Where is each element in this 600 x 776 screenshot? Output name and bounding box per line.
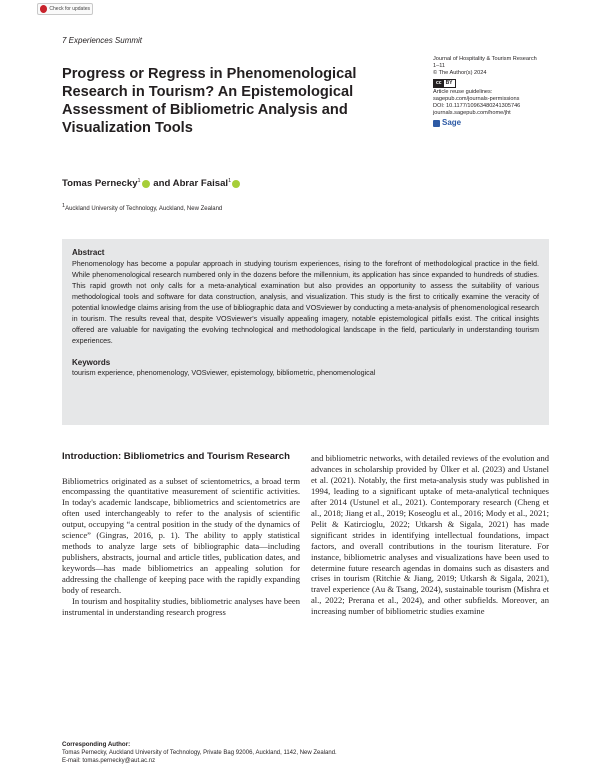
cc-icon: cc xyxy=(436,79,442,86)
section-label: 7 Experiences Summit xyxy=(62,36,143,45)
sage-logo-icon xyxy=(433,120,440,127)
keywords-heading: Keywords xyxy=(72,358,111,367)
abstract-box xyxy=(62,239,549,425)
journal-name: Journal of Hospitality & Tourism Research xyxy=(433,56,537,62)
abstract-text: Phenomenology has become a popular approach in studying tourism experiences, rising to the forefront of methodological practice in the field. While phenomenological research numbered only in the dozens before the millennium, its application has since expanded to hundreds of studies. This rapid growth not only calls for a meta-analytical examination but also provides an opportunity to assess the suitability of various methodological tools and software for data construction, analysis, and visualization. This study is the first to critically examine the veracity of potential knowledge claims arising from the use of bibliographic data and VOSviewer by conducting a meta-analysis of phenomenological research in tourism. The results reveal that, despite VOSviewer's visually appealing imagery, notable epistemological pitfalls exist. The critical insights offered are valuable for navigating the evolving technological and methodological landscape in the field, particularly in understanding tourism experiences. xyxy=(72,259,539,345)
check-updates-label: Check for updates xyxy=(49,6,90,12)
copyright: © The Author(s) 2024 xyxy=(433,70,487,77)
affiliation-mark: 1 xyxy=(62,203,66,209)
author-1-affiliation-mark: 1 xyxy=(137,178,141,184)
section-heading: Introduction: Bibliometrics and Tourism Research xyxy=(62,451,290,462)
corresponding-author-heading: Corresponding Author: xyxy=(62,741,131,748)
orcid-icon[interactable] xyxy=(232,180,240,188)
paragraph: Bibliometrics originated as a subset of scientometrics, a broad term encompassing the quantitative measurement of scientific activities. In today's academic landscape, bibliometrics and scientometrics are often used interchangeably to refer to the analysis of scientific output, occupying “a central position in the study of the dynamics of science” (Gingras, 2016, p. 1). The ability to apply statistical methods to analyze large sets of bibliographic data—including publishers, abstracts, journal and article titles, publication dates, and keywords—has made bibliometrics an appealing solution for addressing the challenge of keeping pace with the rapidly expanding body of research. xyxy=(62,475,300,596)
corresponding-author-email[interactable]: E-mail: tomas.pernecky@aut.ac.nz xyxy=(62,758,156,764)
keywords-text: tourism experience, phenomenology, VOSviewer, epistemology, bibliometric, phenomenological xyxy=(72,368,376,377)
body-left-column xyxy=(62,451,300,618)
paragraph: In tourism and hospitality studies, bibliometric analyses have been instrumental in understanding research progress xyxy=(62,595,300,617)
check-updates-icon xyxy=(40,5,47,13)
journal-meta xyxy=(433,56,548,127)
check-for-updates-badge[interactable] xyxy=(37,3,93,15)
permissions-link[interactable]: sagepub.com/journals-permissions xyxy=(433,95,520,102)
corresponding-author-address: Tomas Pernecky, Auckland University of Technology, Private Bag 92006, Auckland, 1142, New Zealand. xyxy=(62,750,337,756)
affiliation-text: Auckland University of Technology, Auckland, New Zealand xyxy=(65,206,223,212)
orcid-icon[interactable] xyxy=(142,180,150,188)
author-conjunction: and xyxy=(150,178,173,190)
affiliation xyxy=(62,203,222,212)
abstract-heading: Abstract xyxy=(72,248,105,257)
article-title: Progress or Regress in Phenomenological Research in Tourism? An Epistemological Assessment of Bibliometric Analysis and Visualization Tools xyxy=(62,66,357,136)
author-2-affiliation-mark: 1 xyxy=(228,178,232,184)
cc-license-badge[interactable] xyxy=(433,79,456,88)
author-1[interactable]: Tomas Pernecky xyxy=(62,178,138,190)
paragraph: and bibliometric networks, with detailed reviews of the evolution and advances in scholarship provided by Ülker et al. (2023) and Ustanel et al. (2021). Notably, the first meta-analysis study was published in 1994, leading to a significant uptake of meta-analytical techniques after 2014 (Ustunel et al., 2021). Contemporary research (Cheng et al., 2018; Jiang et al., 2019; Koseoglu et al., 2016; Mody et al., 2021; Pelit & Katircioglu, 2022; Utkarsh & Sigala, 2021) has made significant strides in identifying intellectual foundations, impact factors, and overall contributions in the tourism literature. For instance, bibliometric analyses and visualizations have been used to determine future research agendas in domains such as disasters and crises in tourism (Ritchie & Jiang, 2019; Utkarsh & Sigala, 2021), travel experience (Au & Tsang, 2024), sustainable tourism (Mishra et al., 2022; Prerana et al., 2024), and other subfields. Moreover, an increasing number of bibliometric studies examine xyxy=(311,453,549,617)
author-line xyxy=(62,178,241,189)
corresponding-author xyxy=(62,741,549,765)
by-icon: BY xyxy=(445,79,453,86)
author-2[interactable]: Abrar Faisal xyxy=(172,178,229,190)
page-range: 1–11 xyxy=(433,63,446,70)
publisher-logo xyxy=(433,119,548,126)
journal-home-link[interactable]: journals.sagepub.com/home/jht xyxy=(433,110,511,117)
publisher-name: Sage xyxy=(442,118,462,128)
body-right-column xyxy=(311,453,549,617)
doi[interactable]: DOI: 10.1177/10963480241305746 xyxy=(433,103,521,110)
reuse-guidelines: Article reuse guidelines: xyxy=(433,88,493,95)
